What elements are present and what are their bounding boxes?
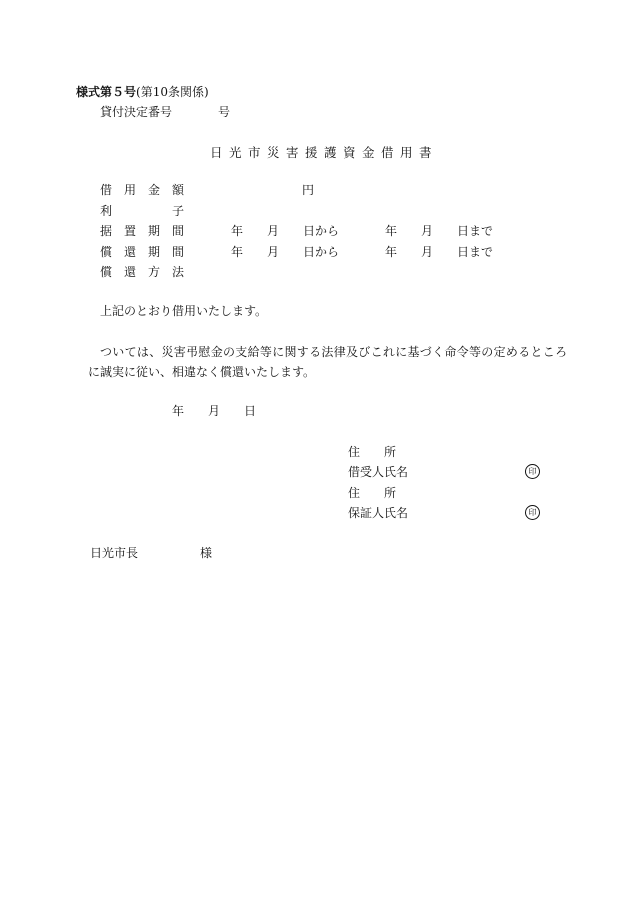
deferment-start-year: 年 bbox=[231, 224, 244, 238]
deferment-start-month: 月 bbox=[267, 224, 280, 238]
deferment-end-day: 日まで bbox=[457, 224, 494, 238]
guarantor-name-label: 保証人氏名 bbox=[348, 506, 409, 520]
loan-number-unit: 号 bbox=[218, 105, 231, 119]
interest-label-wrap bbox=[100, 203, 244, 219]
borrower-name-label: 借受人氏名 bbox=[348, 465, 409, 479]
date-year: 年 bbox=[172, 404, 185, 418]
borrower-address-label: 住 所 bbox=[348, 445, 397, 459]
deferment-label: 据置期間 bbox=[100, 224, 197, 238]
addressee-name: 日光市長 bbox=[90, 546, 139, 560]
deferment-end-month: 月 bbox=[421, 224, 434, 238]
repayment-end-day: 日まで bbox=[457, 245, 494, 259]
repayment-start-day: 日から bbox=[303, 245, 340, 259]
amount-label: 借用金額 bbox=[100, 183, 197, 197]
deferment-start-day: 日から bbox=[303, 224, 340, 238]
repayment-end-year: 年 bbox=[385, 245, 398, 259]
repayment-end-month: 月 bbox=[421, 245, 434, 259]
date-month: 月 bbox=[208, 404, 221, 418]
interest-label: 利子 bbox=[100, 204, 245, 218]
guarantor-address-label: 住 所 bbox=[348, 486, 397, 500]
form-number-label: 様式第５号 bbox=[76, 85, 137, 99]
document-title: 日光市災害援護資金借用書 bbox=[210, 145, 439, 160]
repayment-period-label: 償還期間 bbox=[100, 245, 197, 259]
repayment-start-year: 年 bbox=[231, 245, 244, 259]
guarantor-seal-icon: 印 bbox=[525, 505, 540, 520]
compliance-paragraph-line2: に誠実に従い、相違なく償還いたします。 bbox=[88, 365, 316, 379]
addressee-honorific: 様 bbox=[200, 546, 213, 560]
repayment-start-month: 月 bbox=[267, 245, 280, 259]
statement-paragraph: 上記のとおり借用いたします。 bbox=[100, 304, 268, 318]
compliance-paragraph-line1: ついては、災害弔慰金の支給等に関する法律及びこれに基づく命令等の定めるところ bbox=[100, 345, 568, 359]
addressee bbox=[90, 545, 212, 561]
loan-decision-number bbox=[100, 104, 230, 120]
repayment-method-label: 償還方法 bbox=[100, 265, 197, 279]
amount-unit: 円 bbox=[302, 183, 315, 197]
date-day: 日 bbox=[244, 404, 257, 418]
form-reference: (第10条関係) bbox=[136, 85, 209, 99]
loan-decision-label: 貸付決定番号 bbox=[100, 105, 173, 119]
form-number bbox=[76, 84, 209, 100]
borrower-seal-icon: 印 bbox=[525, 464, 540, 479]
deferment-end-year: 年 bbox=[385, 224, 398, 238]
